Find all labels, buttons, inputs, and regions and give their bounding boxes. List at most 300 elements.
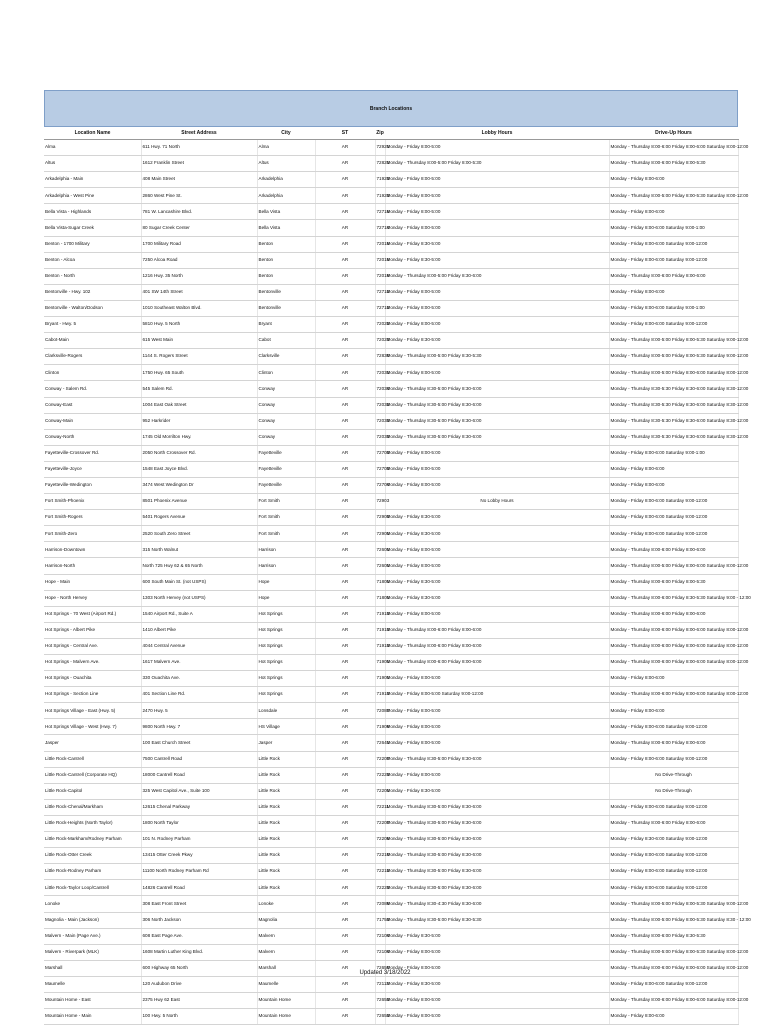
table-row	[44, 687, 738, 703]
city-cell: Mountain Home	[257, 992, 315, 1008]
zip-cell: 72704	[375, 477, 385, 493]
lobby-hours-cell: Monday - Friday 8:00-5:00	[385, 992, 609, 1008]
street-address-cell: 315 North Walnut	[141, 542, 257, 558]
street-address-cell: 615 West Main	[141, 333, 257, 349]
city-cell: Malvern	[257, 928, 315, 944]
city-cell: Little Rock	[257, 832, 315, 848]
drive-up-hours-cell: Monday - Friday 8:00-6:00 Saturday 9:00-12:00	[609, 526, 738, 542]
location-name-cell: Hot Springs - Section Line	[44, 687, 141, 703]
street-address-cell: 1010 Southeast Walton Blvd.	[141, 300, 257, 316]
zip-cell: 72210	[375, 848, 385, 864]
street-address-cell: 1617 Malvern Ave.	[141, 655, 257, 671]
state-cell: AR	[315, 236, 375, 252]
city-cell: Little Rock	[257, 783, 315, 799]
zip-cell: 72205	[375, 832, 385, 848]
city-cell: Bella Vista	[257, 220, 315, 236]
state-cell: AR	[315, 526, 375, 542]
street-address-cell: 1750 Hwy. 65 South	[141, 365, 257, 381]
street-address-cell: 330 Ouachita Ave.	[141, 671, 257, 687]
city-cell: Fayetteville	[257, 461, 315, 477]
city-cell: Jasper	[257, 735, 315, 751]
location-name-cell: Benton - Alcoa	[44, 252, 141, 268]
zip-cell: 72703	[375, 445, 385, 461]
location-name-cell: Arkadelphia - Main	[44, 172, 141, 188]
state-cell: AR	[315, 880, 375, 896]
state-cell: AR	[315, 220, 375, 236]
drive-up-hours-cell: Monday - Friday 8:30-6:00 Saturday 9:00-12:00	[609, 832, 738, 848]
table-row	[44, 510, 738, 526]
street-address-cell: 611 Hwy. 71 North	[141, 140, 257, 156]
state-cell: AR	[315, 268, 375, 284]
zip-cell: 72601	[375, 542, 385, 558]
drive-up-hours-cell: Monday - Thursday 8:00-5:00 Friday 8:00-5:30 Saturday 8:30 - 12:00	[609, 912, 738, 928]
lobby-hours-cell: Monday - Friday 8:00-5:00	[385, 204, 609, 220]
table-row	[44, 735, 738, 751]
state-cell: AR	[315, 735, 375, 751]
lobby-hours-cell: Monday - Friday 8:00-5:00	[385, 445, 609, 461]
table-row	[44, 236, 738, 252]
street-address-cell: 401 Section Line Rd.	[141, 687, 257, 703]
state-cell: AR	[315, 413, 375, 429]
state-cell: AR	[315, 687, 375, 703]
drive-up-hours-cell: Monday - Friday 8:00-6:00 Saturday 9:00-12:00	[609, 864, 738, 880]
location-name-cell: Harrison-Downtown	[44, 542, 141, 558]
zip-cell: 71801	[375, 590, 385, 606]
state-cell: AR	[315, 477, 375, 493]
city-cell: Alma	[257, 140, 315, 156]
table-row	[44, 719, 738, 735]
table-row	[44, 317, 738, 333]
street-address-cell: 408 Main Street	[141, 172, 257, 188]
location-name-cell: Hot Springs Village - West (Hwy. 7)	[44, 719, 141, 735]
drive-up-hours-cell: Monday - Friday 8:00-6:00 Saturday 9:00-12:00	[609, 252, 738, 268]
lobby-hours-cell: Monday - Friday 8:30-5:00	[385, 236, 609, 252]
location-name-cell: Conway - Salem Rd.	[44, 381, 141, 397]
zip-cell: 71909	[375, 719, 385, 735]
table-row	[44, 204, 738, 220]
location-name-cell: Hot Springs Village - East (Hwy. 5)	[44, 703, 141, 719]
table-row	[44, 558, 738, 574]
location-name-cell: Bentonville - Walton/Dodson	[44, 300, 141, 316]
street-address-cell: 600 South Main St. (not USPS)	[141, 574, 257, 590]
drive-up-hours-cell: Monday - Friday 8:00-6:00 Saturday 9:00-12:00	[609, 510, 738, 526]
street-address-cell: 1800 North Taylor	[141, 815, 257, 831]
lobby-hours-cell: Monday - Friday 8:00-5:00	[385, 719, 609, 735]
location-name-cell: Conway-North	[44, 429, 141, 445]
city-cell: Magnolia	[257, 912, 315, 928]
state-cell: AR	[315, 204, 375, 220]
state-cell: AR	[315, 494, 375, 510]
zip-cell: 71913	[375, 606, 385, 622]
city-cell: Little Rock	[257, 767, 315, 783]
table-row	[44, 494, 738, 510]
city-cell: Arkadelphia	[257, 172, 315, 188]
lobby-hours-cell: Monday - Friday 8:30-5:00	[385, 333, 609, 349]
city-cell: Lonsdale	[257, 703, 315, 719]
lobby-hours-cell: Monday - Thursday 8:00-6:00 Friday 8:00-6:00	[385, 655, 609, 671]
table-row	[44, 477, 738, 493]
city-cell: Hot Springs	[257, 655, 315, 671]
location-name-cell: Altus	[44, 156, 141, 172]
city-cell: Little Rock	[257, 751, 315, 767]
state-cell: AR	[315, 767, 375, 783]
header-location-name: Location Name	[44, 127, 141, 140]
drive-up-hours-cell: Monday - Thursday 8:00-6:00 Friday 8:00-6:00	[609, 735, 738, 751]
lobby-hours-cell: Monday - Friday 8:30-5:00	[385, 252, 609, 268]
city-cell: Cabot	[257, 333, 315, 349]
drive-up-hours-cell: Monday - Thursday 8:00-6:00 Friday 8:00-5:30	[609, 574, 738, 590]
table-row	[44, 992, 738, 1008]
table-row	[44, 880, 738, 896]
city-cell: Conway	[257, 381, 315, 397]
zip-cell: 71801	[375, 574, 385, 590]
table-row	[44, 445, 738, 461]
street-address-cell: 781 W. Lancashire Blvd.	[141, 204, 257, 220]
drive-up-hours-cell: Monday - Friday 8:00-6:00 Saturday 9:00-12:00	[609, 848, 738, 864]
city-cell: Maumelle	[257, 976, 315, 992]
table-row	[44, 252, 738, 268]
zip-cell: 72015	[375, 236, 385, 252]
city-cell: Fort Smith	[257, 526, 315, 542]
drive-up-hours-cell: Monday - Thursday 8:00-6:00 Friday 8:00-6:00 Saturday 8:00-12:00	[609, 687, 738, 703]
street-address-cell: 308 East Front Street	[141, 896, 257, 912]
lobby-hours-cell: Monday - Friday 8:00-5:00	[385, 1009, 609, 1025]
drive-up-hours-cell: Monday - Thursday 8:00-5:00 Friday 8:00-5:30 Saturday 8:00-12:00	[609, 944, 738, 960]
city-cell: Hot Springs	[257, 671, 315, 687]
street-address-cell: 1004 East Oak Street	[141, 397, 257, 413]
city-cell: Lonoke	[257, 896, 315, 912]
drive-up-hours-cell: Monday - Friday 8:00-6:00	[609, 461, 738, 477]
zip-cell: 72113	[375, 976, 385, 992]
location-name-cell: Bella Vista-Sugar Creek	[44, 220, 141, 236]
zip-cell: 72104	[375, 944, 385, 960]
city-cell: Little Rock	[257, 848, 315, 864]
lobby-hours-cell: Monday - Friday 8:30-5:00	[385, 928, 609, 944]
state-cell: AR	[315, 445, 375, 461]
state-cell: AR	[315, 349, 375, 365]
drive-up-hours-cell: Monday - Friday 8:00-6:00 Saturday 9:00-12:00	[609, 494, 738, 510]
table-row	[44, 429, 738, 445]
city-cell: Little Rock	[257, 799, 315, 815]
drive-up-hours-cell: Monday - Friday 8:00-6:00 Saturday 9:00-1:00	[609, 220, 738, 236]
city-cell: Harrison	[257, 558, 315, 574]
location-name-cell: Benton - 1700 Military	[44, 236, 141, 252]
table-row	[44, 413, 738, 429]
table-row	[44, 140, 738, 156]
location-name-cell: Harrison-North	[44, 558, 141, 574]
city-cell: Hot Springs	[257, 638, 315, 654]
table-row	[44, 864, 738, 880]
zip-cell: 72034	[375, 381, 385, 397]
zip-cell: 72019	[375, 268, 385, 284]
table-row	[44, 1009, 738, 1025]
lobby-hours-cell: Monday - Thursday 8:30-5:00 Friday 8:30-6:00	[385, 751, 609, 767]
state-cell: AR	[315, 976, 375, 992]
zip-cell: 72022	[375, 317, 385, 333]
zip-cell: 72087	[375, 703, 385, 719]
street-address-cell: 1540 Airport Rd., Suite A	[141, 606, 257, 622]
state-cell: AR	[315, 799, 375, 815]
city-cell: Conway	[257, 397, 315, 413]
header-street-address: Street Address	[141, 127, 257, 140]
drive-up-hours-cell: Monday - Thursday 8:00-6:00 Friday 8:30-5:30 Saturday 9:00 - 12:00	[609, 590, 738, 606]
state-cell: AR	[315, 832, 375, 848]
street-address-cell: 1410 Albert Pike	[141, 622, 257, 638]
drive-up-hours-cell: Monday - Friday 8:00-6:00	[609, 172, 738, 188]
lobby-hours-cell: Monday - Thursday 8:30-5:00 Friday 8:30-6:00	[385, 815, 609, 831]
location-name-cell: Bella Vista - Highlands	[44, 204, 141, 220]
location-name-cell: Bentonville - Hwy. 102	[44, 284, 141, 300]
lobby-hours-cell: Monday - Friday 8:30-5:00	[385, 526, 609, 542]
table-row	[44, 751, 738, 767]
city-cell: Clarksville	[257, 349, 315, 365]
location-name-cell: Fayetteville-Crossover Rd.	[44, 445, 141, 461]
state-cell: AR	[315, 300, 375, 316]
location-name-cell: Mountain Home - Main	[44, 1009, 141, 1025]
city-cell: Clinton	[257, 365, 315, 381]
zip-cell: 72207	[375, 815, 385, 831]
drive-up-hours-cell: Monday - Friday 8:00-6:00 Saturday 9:00-12:00	[609, 751, 738, 767]
street-address-cell: 325 West Capitol Ave., Suite 100	[141, 783, 257, 799]
state-cell: AR	[315, 896, 375, 912]
state-cell: AR	[315, 912, 375, 928]
zip-cell: 72015	[375, 252, 385, 268]
zip-cell: 72821	[375, 156, 385, 172]
street-address-cell: 1608 Martin Luther King Blvd.	[141, 944, 257, 960]
city-cell: Little Rock	[257, 815, 315, 831]
location-name-cell: Little Rock-Rodney Parham	[44, 864, 141, 880]
table-row	[44, 976, 738, 992]
zip-cell: 72641	[375, 735, 385, 751]
zip-cell: 71913	[375, 687, 385, 703]
lobby-hours-cell: Monday - Thursday 8:30-5:00 Friday 8:30-6:00	[385, 381, 609, 397]
table-row	[44, 526, 738, 542]
table-row	[44, 461, 738, 477]
table-row	[44, 799, 738, 815]
city-cell: Mountain Home	[257, 1009, 315, 1025]
state-cell: AR	[315, 783, 375, 799]
lobby-hours-cell: Monday - Friday 8:00-5:00	[385, 558, 609, 574]
table-row	[44, 397, 738, 413]
location-name-cell: Hot Springs - Malvern Ave.	[44, 655, 141, 671]
drive-up-hours-cell: Monday - Thursday 8:00-5:00 Friday 8:00-5:30 Saturday 9:00-12:00	[609, 333, 738, 349]
table-row	[44, 944, 738, 960]
lobby-hours-cell: Monday - Thursday 8:00-5:00 Friday 8:30-6:00	[385, 268, 609, 284]
street-address-cell: 2470 Hwy. 5	[141, 703, 257, 719]
header-zip: Zip	[375, 127, 385, 140]
street-address-cell: 545 Salem Rd.	[141, 381, 257, 397]
zip-cell: 71913	[375, 622, 385, 638]
zip-cell: 72023	[375, 333, 385, 349]
location-name-cell: Hot Springs - Central Ave.	[44, 638, 141, 654]
branch-locations-table	[44, 127, 751, 1025]
lobby-hours-cell: Monday - Thursday 8:00-6:00 Friday 8:00-6:00	[385, 622, 609, 638]
street-address-cell: 7250 Alcoa Road	[141, 252, 257, 268]
zip-cell: 72903	[375, 510, 385, 526]
state-cell: AR	[315, 815, 375, 831]
location-name-cell: Little Rock-Cantrell (Corporate HQ)	[44, 767, 141, 783]
location-name-cell: Little Rock-Otter Creek	[44, 848, 141, 864]
drive-up-hours-cell: Monday - Thursday 8:00-6:00 Friday 8:00-6:00 Saturday 8:00-12:00	[609, 638, 738, 654]
state-cell: AR	[315, 671, 375, 687]
location-name-cell: Maumelle	[44, 976, 141, 992]
drive-up-hours-cell: Monday - Thursday 8:00-5:00 Friday 8:00-6:00 Saturday 8:00-12:00	[609, 365, 738, 381]
drive-up-hours-cell: Monday - Friday 8:00-6:00	[609, 671, 738, 687]
location-name-cell: Little Rock-Taylor Loop/Cantrell	[44, 880, 141, 896]
city-cell: Fort Smith	[257, 510, 315, 526]
street-address-cell: 1303 North Hervey (not USPS)	[141, 590, 257, 606]
location-name-cell: Little Rock-Cantrell	[44, 751, 141, 767]
location-name-cell: Alma	[44, 140, 141, 156]
street-address-cell: 100 East Church Street	[141, 735, 257, 751]
state-cell: AR	[315, 140, 375, 156]
zip-cell: 72104	[375, 928, 385, 944]
drive-up-hours-cell: Monday - Thursday 8:00-6:00 Friday 8:30-5:30	[609, 928, 738, 944]
street-address-cell: 9800 North Hwy. 7	[141, 719, 257, 735]
drive-up-hours-cell: Monday - Friday 8:00-6:00	[609, 204, 738, 220]
header-city: City	[257, 127, 315, 140]
zip-cell: 72032	[375, 397, 385, 413]
lobby-hours-cell: Monday - Thursday 8:00-5:00 Friday 8:00-5:30	[385, 156, 609, 172]
drive-up-hours-cell: Monday - Thursday 8:00-6:00 Friday 8:00-6:00	[609, 815, 738, 831]
drive-up-hours-cell: Monday - Friday 8:00-6:00	[609, 703, 738, 719]
state-cell: AR	[315, 252, 375, 268]
zip-cell: 72086	[375, 896, 385, 912]
table-title: Branch Locations	[44, 90, 738, 127]
street-address-cell: 100 Hwy. 5 North	[141, 1009, 257, 1025]
street-address-cell: 401 SW 14th Street	[141, 284, 257, 300]
lobby-hours-cell: Monday - Friday 8:00-5:00	[385, 703, 609, 719]
table-row	[44, 638, 738, 654]
drive-up-hours-cell: Monday - Friday 8:00-6:00 Saturday 9:00-12:00	[609, 880, 738, 896]
location-name-cell: Mountain Home - East	[44, 992, 141, 1008]
zip-cell: 72653	[375, 992, 385, 1008]
state-cell: AR	[315, 461, 375, 477]
lobby-hours-cell: Monday - Friday 8:00-5:00 Saturday 9:00-12:00	[385, 687, 609, 703]
location-name-cell: Marshall	[44, 960, 141, 976]
state-cell: AR	[315, 172, 375, 188]
state-cell: AR	[315, 751, 375, 767]
city-cell: Hot Springs	[257, 606, 315, 622]
state-cell: AR	[315, 365, 375, 381]
street-address-cell: 1612 Franklin Street	[141, 156, 257, 172]
street-address-cell: 18000 Cantrell Road	[141, 767, 257, 783]
street-address-cell: 120 Audubon Drive	[141, 976, 257, 992]
drive-up-hours-cell: Monday - Thursday 8:30-5:30 Friday 8:30-6:00 Saturday 8:30-12:00	[609, 413, 738, 429]
drive-up-hours-cell: Monday - Thursday 8:00-5:00 Friday 8:00-5:30 Saturday 9:00-12:00	[609, 896, 738, 912]
street-address-cell: 1144 S. Rogers Street	[141, 349, 257, 365]
city-cell: Fayetteville	[257, 477, 315, 493]
lobby-hours-cell: Monday - Thursday 8:30-5:00 Friday 8:30-6:00	[385, 799, 609, 815]
table-row	[44, 590, 738, 606]
drive-up-hours-cell: Monday - Thursday 8:00-5:00 Friday 8:00-6:00 Saturday 8:00-12:00	[609, 558, 738, 574]
table-row	[44, 188, 738, 204]
street-address-cell: 952 Harkrider	[141, 413, 257, 429]
state-cell: AR	[315, 638, 375, 654]
street-address-cell: 80 Sugar Creek Center	[141, 220, 257, 236]
zip-cell: 72903	[375, 494, 385, 510]
lobby-hours-cell: Monday - Friday 8:00-5:00	[385, 140, 609, 156]
drive-up-hours-cell: Monday - Friday 8:00-6:00 Saturday 9:00-12:00	[609, 236, 738, 252]
lobby-hours-cell: Monday - Thursday 8:30-5:00 Friday 8:30-6:00	[385, 848, 609, 864]
drive-up-hours-cell: Monday - Thursday 8:30-5:30 Friday 8:30-6:00 Saturday 8:30-12:00	[609, 381, 738, 397]
zip-cell: 72031	[375, 365, 385, 381]
lobby-hours-cell: Monday - Friday 8:30-5:00	[385, 574, 609, 590]
state-cell: AR	[315, 381, 375, 397]
drive-up-hours-cell: No Drive-Through	[609, 767, 738, 783]
zip-cell: 71753	[375, 912, 385, 928]
street-address-cell: 2375 Hwy 62 East	[141, 992, 257, 1008]
city-cell: Conway	[257, 429, 315, 445]
street-address-cell: 306 North Jackson	[141, 912, 257, 928]
drive-up-hours-cell: Monday - Thursday 8:30-5:30 Friday 8:30-6:00 Saturday 8:30-12:00	[609, 397, 738, 413]
street-address-cell: 11100 North Rodney Parham Rd	[141, 864, 257, 880]
table-row	[44, 832, 738, 848]
location-name-cell: Little Rock-Chenal/Markham	[44, 799, 141, 815]
city-cell: Little Rock	[257, 864, 315, 880]
table-row	[44, 655, 738, 671]
table-row	[44, 703, 738, 719]
street-address-cell: 8501 Phoenix Avenue	[141, 494, 257, 510]
location-name-cell: Cabot-Main	[44, 333, 141, 349]
city-cell: Benton	[257, 268, 315, 284]
state-cell: AR	[315, 703, 375, 719]
state-cell: AR	[315, 864, 375, 880]
lobby-hours-cell: Monday - Friday 8:00-5:00	[385, 461, 609, 477]
table-row	[44, 172, 738, 188]
location-name-cell: Fort Smith-Zero	[44, 526, 141, 542]
lobby-hours-cell: Monday - Friday 8:00-5:00	[385, 284, 609, 300]
zip-cell: 72703	[375, 461, 385, 477]
drive-up-hours-cell: Monday - Thursday 8:00-6:00 Friday 8:00-6:00	[609, 268, 738, 284]
city-cell: Malvern	[257, 944, 315, 960]
table-row	[44, 220, 738, 236]
state-cell: AR	[315, 622, 375, 638]
zip-cell: 72712	[375, 300, 385, 316]
zip-cell: 71923	[375, 172, 385, 188]
street-address-cell: 600 Highway 65 North	[141, 960, 257, 976]
street-address-cell: 1745 Old Morrilton Hwy.	[141, 429, 257, 445]
location-name-cell: Jasper	[44, 735, 141, 751]
table-row	[44, 365, 738, 381]
state-cell: AR	[315, 188, 375, 204]
street-address-cell: 1700 Military Road	[141, 236, 257, 252]
drive-up-hours-cell: Monday - Friday 8:00-6:00 Saturday 9:00-12:00	[609, 317, 738, 333]
city-cell: Hot Springs	[257, 687, 315, 703]
drive-up-hours-cell: Monday - Thursday 8:00-6:00 Friday 8:00-6:00 Saturday 8:00-12:00	[609, 622, 738, 638]
state-cell: AR	[315, 317, 375, 333]
table-row	[44, 848, 738, 864]
city-cell: Conway	[257, 413, 315, 429]
header-row	[44, 127, 738, 140]
header-lobby-hours: Lobby Hours	[385, 127, 609, 140]
zip-cell: 71923	[375, 188, 385, 204]
street-address-cell: 7500 Cantrell Road	[141, 751, 257, 767]
lobby-hours-cell: Monday - Thursday 8:30-5:00 Friday 8:30-6:00	[385, 397, 609, 413]
zip-cell: 71901	[375, 671, 385, 687]
header-drive-up-hours: Drive-Up Hours	[609, 127, 738, 140]
location-name-cell: Conway-Main	[44, 413, 141, 429]
location-name-cell: Magnolia - Main (Jackson)	[44, 912, 141, 928]
street-address-cell: 2520 South Zero Street	[141, 526, 257, 542]
city-cell: Bella Vista	[257, 204, 315, 220]
lobby-hours-cell: Monday - Friday 8:00-5:00	[385, 477, 609, 493]
location-name-cell: Little Rock-Markham/Rodney Parham	[44, 832, 141, 848]
table-row	[44, 928, 738, 944]
zip-cell: 72207	[375, 751, 385, 767]
drive-up-hours-cell: Monday - Friday 8:00-6:00 Saturday 9:00-1:00	[609, 300, 738, 316]
state-cell: AR	[315, 960, 375, 976]
